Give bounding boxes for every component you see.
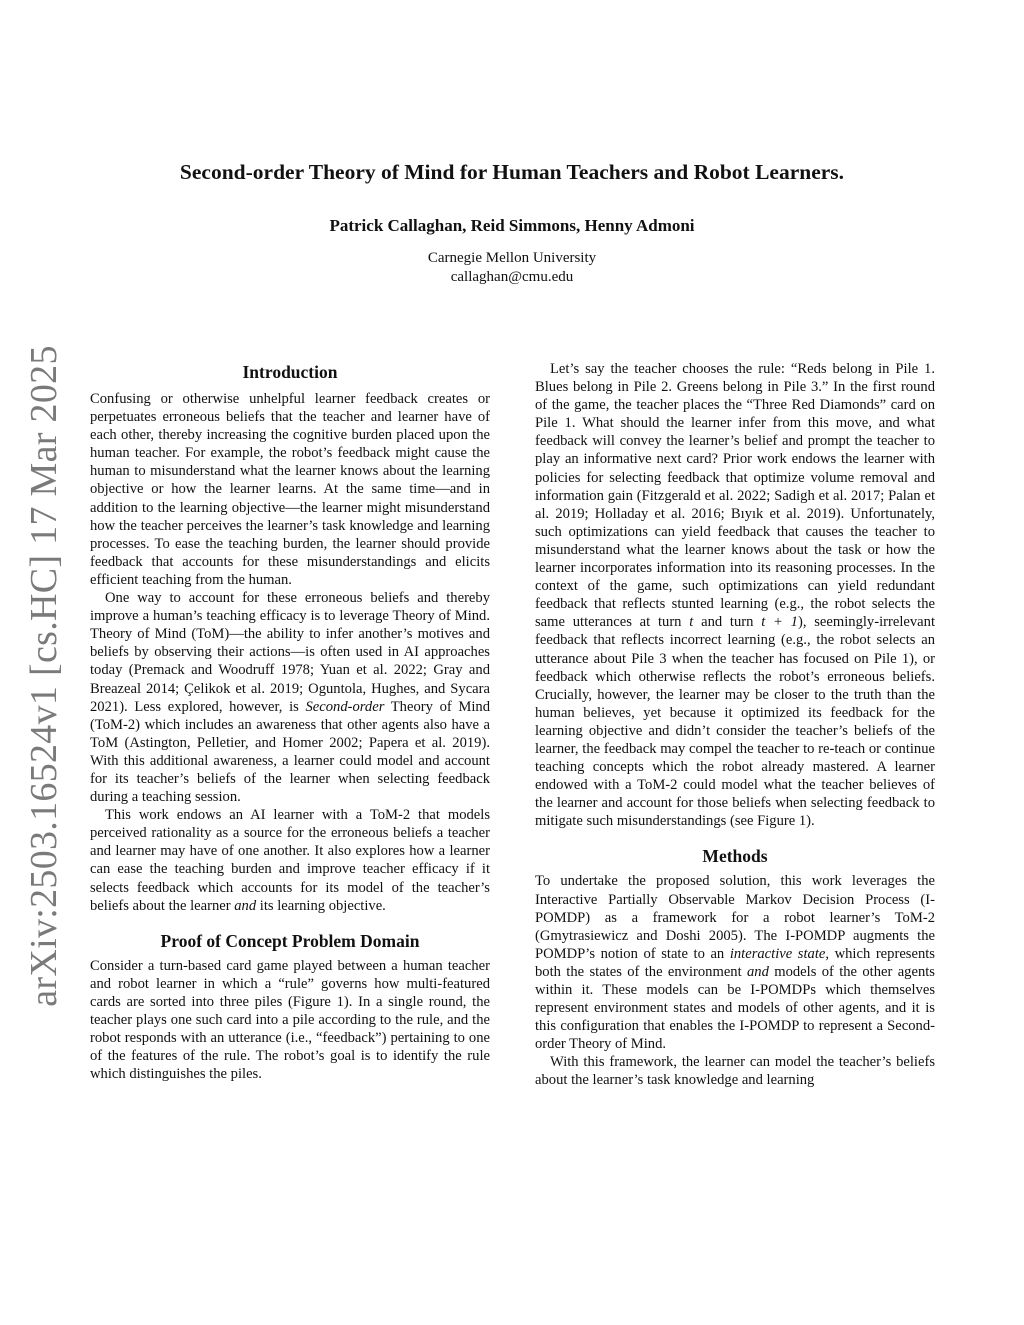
author-list: Patrick Callaghan, Reid Simmons, Henny Admoni [329,216,695,235]
methods-paragraph-1: To undertake the proposed solution, this work leverages the Interactive Partially Observable Markov Decision Process (I-POMDP) as a framework for a robot learner’s ToM-2 (Gmytrasiewicz and Doshi 2005). The I-POMDP augments the POMDP’s notion of state to an interactive state, which represents both the states of the environment and models of the other agents within it. These models can be I-POMDPs which themselves represent environment states and models of other agents, and it is this configuration that enables the I-POMDP to represent a Second-order Theory of Mind. [535,873,935,1053]
paper-title: Second-order Theory of Mind for Human Teachers and Robot Learners. [179,160,845,184]
introduction-paragraph-3: This work endows an AI learner with a ToM-2 that models perceived rationality as a source for the erroneous beliefs a teacher and learner may have of one another. It also explores how a learner can ease the teaching burden and improve teacher efficacy if it selects feedback which accounts for its model of the teacher’s beliefs about the learner and its learning objective. [90,807,490,914]
contact-email: callaghan@cmu.edu [450,269,574,285]
affiliation-block [90,249,934,287]
introduction-paragraph-1: Confusing or otherwise unhelpful learner feedback creates or perpetuates erroneous beliefs that the teacher and learner have of each other, thereby increasing the cognitive burden placed upon the human teacher. For example, the robot’s feedback might cause the human to misunderstand what the learner knows about the learning objective or how the learner learns. At the same time—and in addition to the learning objective—the learner might misunderstand how the teacher perceives the learner’s task knowledge and learning processes. To ease the teaching burden, the learner should provide feedback that accounts for these misunderstandings and elicits efficient teaching from the human. [90,391,490,588]
problem-domain-continued-paragraph: Let’s say the teacher chooses the rule: “Reds belong in Pile 1. Blues belong in Pile 2. Greens belong in Pile 3.” In the first round of the game, the teacher places the “Three Red Diamonds” card on Pile 1. What should the learner infer from this move, and what feedback will convey the learner’s belief and prompt the teacher to play an informative next card? Prior work endows the learner with policies for selecting feedback that optimize volume removal and information gain (Fitzgerald et al. 2022; Sadigh et al. 2017; Palan et al. 2019; Holladay et al. 2016; Bıyık et al. 2019). Unfortunately, such optimizations can yield feedback that causes the teacher to misunderstand what the learner knows about the task or how the learner incorporates information into its reasoning processes. In the context of the game, such optimizations can yield redundant feedback that reflects stunted learning (e.g., the robot selects the same utterances at turn t and turn t + 1), seemingly-irrelevant feedback that reflects incorrect learning (e.g., the robot selects an utterance about Pile 3 when the teacher has focused on Pile 1), or feedback which otherwise reflects the robot’s erroneous beliefs. Crucially, however, the learner may be closer to the truth than the human believes, yet because it optimized its feedback for the learning objective and didn’t consider the teacher’s beliefs of the learner, the feedback may compel the teacher to re-teach or continue teaching concepts which the robot already mastered. A learner endowed with a ToM-2 could model what the teacher believes of the learner and account for those beliefs when selecting feedback to mitigate such misunderstandings (see Figure 1). [535,361,936,830]
methods-heading: Methods [702,846,768,867]
proof-of-concept-paragraph: Consider a turn-based card game played between a human teacher and robot learner in which a “rule” governs how multi-featured cards are sorted into three piles (Figure 1). In a single round, the teacher plays one such card into a pile according to the rule, and the robot responds with an utterance (i.e., “feedback”) pertaining to one of the features of the rule. The robot’s goal is to identify the rule which distinguishes the piles. [90,957,490,1083]
right-column [535,360,935,1090]
affiliation: Carnegie Mellon University [427,250,597,266]
methods-paragraph-2: With this framework, the learner can model the teacher’s beliefs about the learner’s task knowledge and learning [535,1054,935,1089]
arxiv-identifier-stamp: arXiv:2503.16524v1 [cs.HC] 17 Mar 2025 [23,345,65,1007]
introduction-heading: Introduction [242,362,338,382]
left-column [90,360,490,1083]
introduction-paragraph-2: One way to account for these erroneous beliefs and thereby improve a human’s teaching efficacy is to leverage Theory of Mind. Theory of Mind (ToM)—the ability to infer another’s motives and beliefs by observing their actions—is often used in AI approaches today (Premack and Woodruff 1978; Yuan et al. 2022; Gray and Breazeal 2014; Çelikok et al. 2019; Oguntola, Hughes, and Sycara 2021). Less explored, however, is Second-order Theory of Mind (ToM-2) which includes an awareness that other agents also have a ToM (Astington, Pelletier, and Homer 2002; Papera et al. 2019). With this additional awareness, a learner could model and account for its teacher’s beliefs of the learner when selecting feedback during a teaching session. [90,590,491,806]
proof-of-concept-heading: Proof of Concept Problem Domain [160,930,420,951]
